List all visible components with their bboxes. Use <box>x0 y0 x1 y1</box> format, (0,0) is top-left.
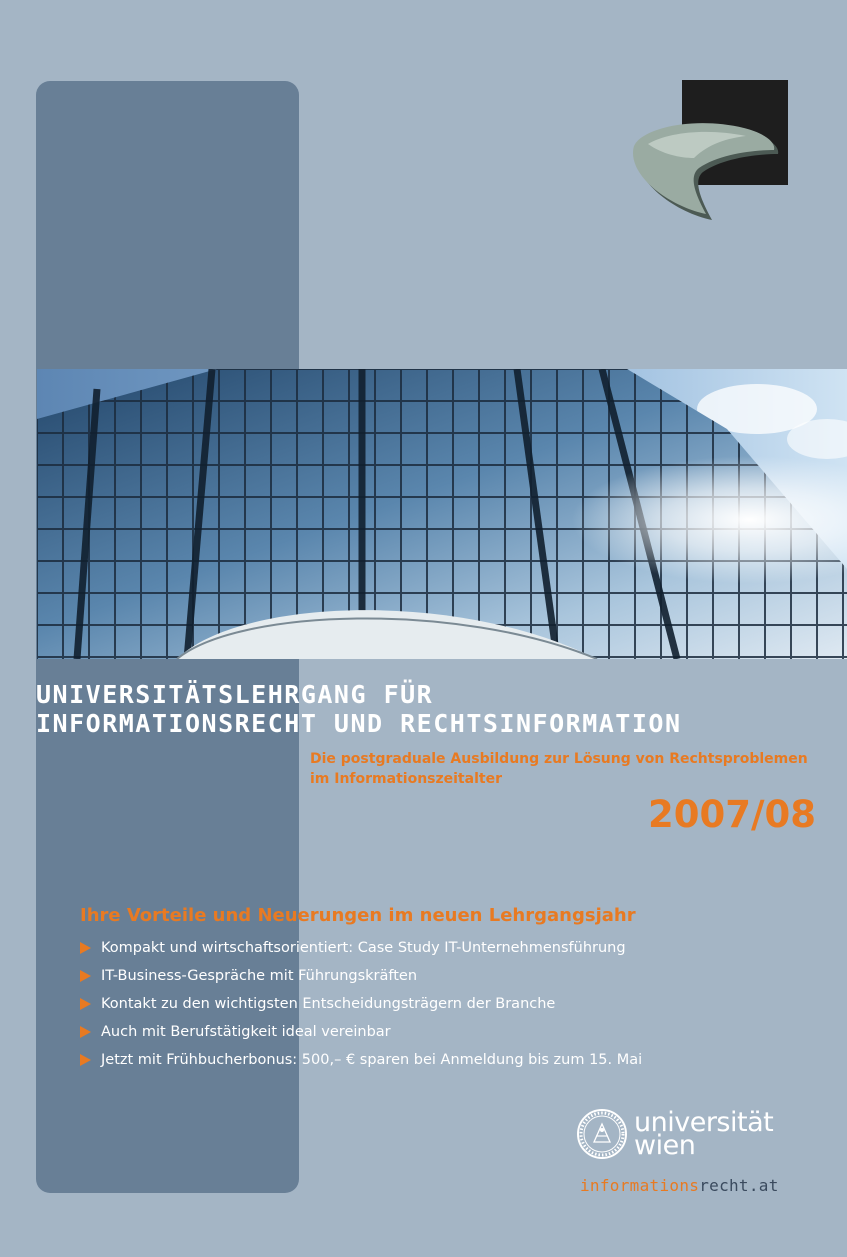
university-logo <box>576 1108 773 1160</box>
benefits-heading: Ihre Vorteile und Neuerungen im neuen Lehrgangsjahr <box>80 905 636 926</box>
course-title-line-2: INFORMATIONSRECHT UND RECHTSINFORMATION <box>36 709 682 738</box>
website-link[interactable] <box>580 1176 779 1195</box>
university-name <box>634 1107 774 1161</box>
orange-triangle-bullet-icon <box>80 1054 91 1066</box>
list-item <box>80 990 642 1018</box>
subtitle-line-1: Die postgraduale Ausbildung zur Lösung von Rechtsproblemen <box>310 751 808 767</box>
orange-triangle-bullet-icon <box>80 998 91 1010</box>
course-title <box>36 680 836 738</box>
swoosh-logo-icon <box>628 80 788 225</box>
list-item <box>80 1046 642 1074</box>
benefit-text: Kontakt zu den wichtigsten Entscheidungsträgern der Branche <box>101 996 556 1012</box>
benefit-text: Auch mit Berufstätigkeit ideal vereinbar <box>101 1024 391 1040</box>
university-name-line-1: universität <box>634 1107 774 1138</box>
website-part-2: recht.at <box>699 1176 779 1195</box>
subtitle-line-2: im Informationszeitalter <box>310 771 502 787</box>
benefit-text: IT-Business-Gespräche mit Führungskräften <box>101 968 418 984</box>
benefits-list <box>80 934 642 1074</box>
academic-year: 2007/08 <box>648 793 816 836</box>
benefit-text: Jetzt mit Frühbucherbonus: 500,– € sparen bei Anmeldung bis zum 15. Mai <box>101 1052 643 1068</box>
website-part-1: informations <box>580 1176 700 1195</box>
orange-triangle-bullet-icon <box>80 1026 91 1038</box>
course-subtitle <box>310 749 810 789</box>
list-item <box>80 1018 642 1046</box>
benefit-text: Kompakt und wirtschaftsorientiert: Case Study IT-Unternehmensführung <box>101 940 626 956</box>
course-title-line-1: UNIVERSITÄTSLEHRGANG FÜR <box>36 680 434 709</box>
orange-triangle-bullet-icon <box>80 942 91 954</box>
university-name-line-2: wien <box>634 1130 696 1161</box>
glass-building-photo <box>37 369 847 659</box>
list-item <box>80 934 642 962</box>
list-item <box>80 962 642 990</box>
orange-triangle-bullet-icon <box>80 970 91 982</box>
university-seal-icon <box>576 1108 628 1160</box>
